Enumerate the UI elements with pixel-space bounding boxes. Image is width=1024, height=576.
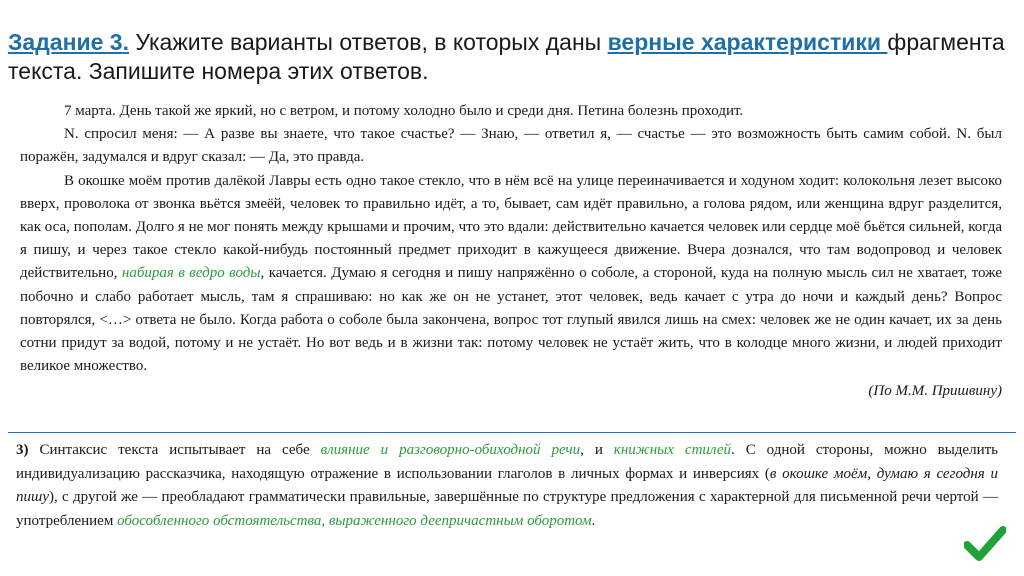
answer-text-5: . bbox=[591, 512, 596, 529]
passage-p3-after: , качается. Думаю я сегодня и пишу напряжённо о соболе, а стороной, куда на полную мысль сил не хватает, тоже побочно и слабо работает мысль, там я спрашиваю: но как же он не устанет, этот человек, ведь качает с утра до ночи и каждый день? Вопрос повторялся, <…> ответа не было. Когда работа о соболе была закончена, вопрос тот глупый явился лишь на смех: человек же не один качает, их за день сотни придут за водой, потому и не устаёт. Но вот ведь и в жизни так: потому человек не устаёт жить, что в колодце много жизни, и людей приходит великое множество. bbox=[20, 265, 1002, 375]
task-label-suffix: . bbox=[122, 29, 129, 55]
task-text-after: фрагмента текста. Запишите номера этих ответов. bbox=[8, 29, 1005, 84]
answer-example: в окошке моём, думаю я сегодня и пишу bbox=[16, 465, 998, 505]
section-divider bbox=[8, 432, 1016, 433]
text-passage bbox=[20, 100, 1002, 404]
answer-text-2: , и bbox=[580, 442, 614, 458]
answer-text-4: ), с другой же — преобладают грамматически правильные, завершённые по структуре предложения с характерной для письменной речи чертой — употреблением bbox=[16, 489, 998, 529]
answer-option bbox=[16, 439, 998, 533]
check-icon bbox=[964, 524, 1006, 562]
answer-highlight-1: влияние и разговорно-обиходной речи bbox=[320, 442, 581, 458]
correct-characteristics-link[interactable]: верные характеристики bbox=[607, 29, 888, 55]
task-heading bbox=[8, 28, 1018, 86]
answer-highlight-2: книжных стилей bbox=[613, 442, 731, 458]
passage-source: (По М.М. Пришвину) bbox=[868, 383, 1002, 400]
answer-text-1: Синтаксис текста испытывает на себе bbox=[28, 442, 321, 458]
answer-number: 3) bbox=[16, 442, 29, 458]
answer-text-3: . С одной стороны, можно выделить индивидуализацию рассказчика, находящую отражение в использовании глаголов в личных формах и инверсиях ( bbox=[16, 442, 999, 482]
task-text-before: Укажите варианты ответов, в которых даны bbox=[129, 29, 608, 55]
passage-paragraph-2: N. спросил меня: — А разве вы знаете, что такое счастье? — Знаю, — ответил я, — счастье — это возможность быть самим собой. N. был поражён, задумался и вдруг сказал: — Да, это правда. bbox=[20, 126, 1002, 166]
highlighted-participle-phrase: набирая в ведро воды bbox=[121, 265, 261, 282]
task-label[interactable]: Задание 3 bbox=[8, 29, 123, 55]
passage-paragraph-1: 7 марта. День такой же яркий, но с ветром, и потому холодно было и среди дня. Петина болезнь проходит. bbox=[64, 103, 744, 119]
passage-p3-before: В окошке моём против далёкой Лавры есть одно такое стекло, что в нём всё на улице переиначивается и ходуном ходит: колокольня лезет высоко вверх, проволока от звонка вьётся змеёй, человек то правильно идёт, а то, бывает, сам идёт правильно, а голова рядом, или женщина вдруг разделится, как оса, пополам. Долго я не мог понять между крышами и прочим, что это вдали: действительно качается человек или сердце моё бьётся сильней, когда я пишу, и через такое стекло какой-нибудь постоянный предмет приходит в кажущееся движение. Вчера дознался, что там водопровод и человек действительно, bbox=[20, 172, 1002, 282]
passage-paragraph-3 bbox=[20, 170, 1002, 379]
answer-highlight-3: обособленного обстоятельства, выраженного деепричастным оборотом bbox=[117, 512, 592, 529]
